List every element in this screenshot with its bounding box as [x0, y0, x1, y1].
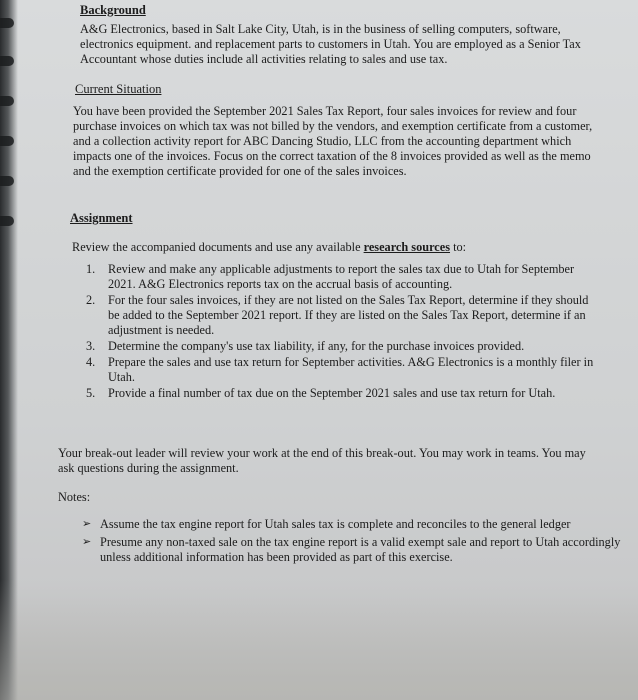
- item-text: Review and make any applicable adjustments to report the sales tax due to Utah for September 2021. A&G Electronics reports tax on the accrual basis of accounting.: [108, 262, 575, 291]
- list-item: [86, 386, 596, 401]
- assignment-list: [86, 262, 596, 402]
- binding-hole: [0, 216, 14, 226]
- item-number: 3.: [86, 339, 96, 353]
- current-situation-heading: Current Situation: [75, 82, 162, 96]
- list-item: [82, 517, 627, 532]
- notes-label: Notes:: [58, 490, 91, 504]
- list-item: [86, 355, 596, 385]
- arrow-bullet-icon: ➢: [82, 536, 92, 548]
- list-item: [86, 339, 596, 354]
- research-sources-link[interactable]: research sources: [363, 240, 451, 254]
- current-situation-paragraph: You have been provided the September 2021 Sales Tax Report, four sales invoices for review and four purchase invoices on which tax was not billed by the vendors, and exemption certificate from a customer, and a collection activity report for ABC Dancing Studio, LLC from the accounting department which impacts one of the invoices. Focus on the correct taxation of the 8 invoices provided as well as the memo and the exemption certificate provided for one of the sales invoices.: [73, 104, 593, 178]
- item-text: For the four sales invoices, if they are not listed on the Sales Tax Report, determine if they should be added to the September 2021 report. If they are listed on the Sales Tax Report, determine if an adjustment is needed.: [108, 293, 589, 337]
- note-text: Assume the tax engine report for Utah sales tax is complete and reconciles to the general ledger: [100, 517, 571, 531]
- list-item: [82, 535, 627, 565]
- binding-hole: [0, 56, 14, 66]
- binding-hole: [0, 18, 14, 28]
- note-text: Presume any non-taxed sale on the tax engine report is a valid exempt sale and report to Utah accordingly unless additional information has been provided as part of this exercise.: [100, 535, 621, 564]
- list-item: [86, 262, 596, 292]
- assignment-intro-text: Review the accompanied documents and use any available: [72, 240, 364, 254]
- arrow-bullet-icon: ➢: [82, 518, 92, 530]
- binding-hole: [0, 96, 14, 106]
- binding-hole: [0, 176, 14, 186]
- notes-list: [82, 517, 627, 568]
- background-paragraph: A&G Electronics, based in Salt Lake City, Utah, is in the business of selling computers, software, electronics equipment. and replacement parts to customers in Utah. You are employed as a Senior Tax Accountant whose duties include all activities relating to sales and use tax.: [80, 22, 581, 66]
- page-bottom-shadow: [0, 580, 638, 700]
- item-number: 2.: [86, 293, 96, 307]
- assignment-intro-suffix: to:: [450, 240, 467, 254]
- background-heading: Background: [80, 3, 146, 17]
- assignment-heading: Assignment: [70, 211, 133, 225]
- binding-hole: [0, 136, 14, 146]
- item-text: Prepare the sales and use tax return for September activities. A&G Electronics is a monthly filer in Utah.: [108, 355, 594, 384]
- assignment-intro: [72, 240, 612, 255]
- item-number: 5.: [86, 386, 96, 400]
- item-number: 1.: [86, 262, 96, 276]
- item-number: 4.: [86, 355, 96, 369]
- closing-paragraph: Your break-out leader will review your work at the end of this break-out. You may work in teams. You may ask questions during the assignment.: [58, 446, 586, 475]
- item-text: Determine the company's use tax liability, if any, for the purchase invoices provided.: [108, 339, 525, 353]
- list-item: [86, 293, 596, 338]
- item-text: Provide a final number of tax due on the September 2021 sales and use tax return for Utah.: [108, 386, 556, 400]
